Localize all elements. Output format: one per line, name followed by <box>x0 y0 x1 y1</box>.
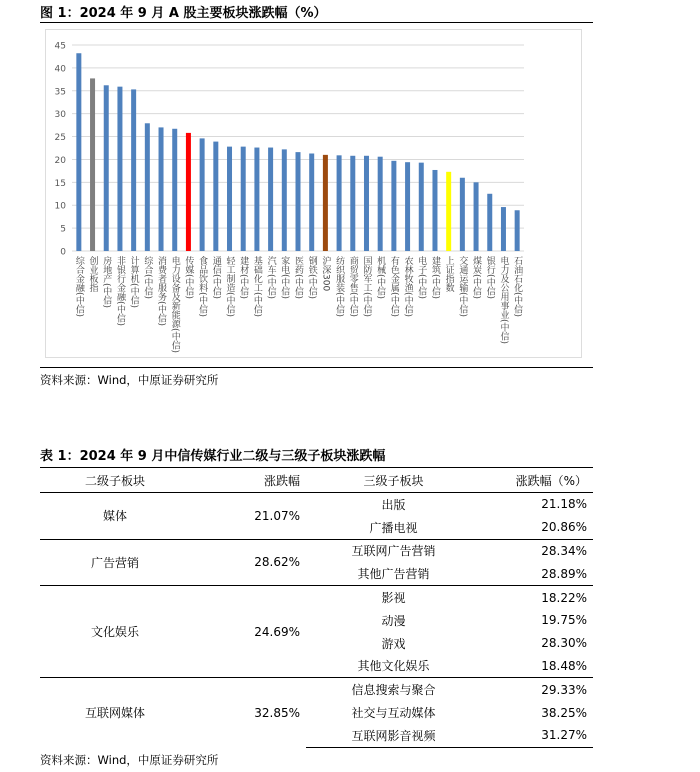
bar <box>159 127 164 251</box>
table-row <box>40 493 593 516</box>
bar <box>213 142 218 251</box>
x-tick-label: 非银行金融(中信) <box>114 256 125 327</box>
bar <box>323 155 328 251</box>
level3-change: 31.27% <box>481 724 593 747</box>
x-tick-label: 综合(中信) <box>142 256 153 300</box>
x-tick-label: 有色金属(中信) <box>388 256 399 318</box>
x-tick-label: 综合金融(中信) <box>73 256 84 318</box>
x-tick-label: 煤炭(中信) <box>471 256 482 300</box>
level3-change: 29.33% <box>481 678 593 701</box>
level2-name: 媒体 <box>102 509 127 524</box>
figure-title: 图 1：2024 年 9 月 A 股主要板块涨跌幅（%） <box>40 6 327 21</box>
level3-change: 18.48% <box>541 658 587 673</box>
bar <box>200 138 205 251</box>
bar <box>487 194 492 251</box>
level2-name: 文化娱乐 <box>40 586 190 678</box>
x-tick-label: 计算机(中信) <box>128 256 139 309</box>
bar <box>254 148 259 251</box>
table-row <box>40 539 593 562</box>
bar <box>446 172 451 251</box>
level3-name: 互联网广告营销 <box>306 539 481 562</box>
level3-change: 20.86% <box>541 520 587 535</box>
level3-name: 社交与互动媒体 <box>351 706 436 721</box>
bar <box>474 182 479 251</box>
x-tick-label: 电子(中信) <box>416 256 427 300</box>
x-tick-label: 建筑(中信) <box>429 256 440 300</box>
bar <box>145 123 150 251</box>
level3-name: 其他广告营销 <box>357 567 430 582</box>
x-tick-label: 银行(中信) <box>484 256 495 300</box>
level3-change: 21.18% <box>541 497 587 512</box>
x-tick-label: 石油石化(中信) <box>512 256 523 318</box>
bar <box>391 161 396 251</box>
x-tick-label: 轻工制造(中信) <box>224 256 235 318</box>
y-tick-label: 30 <box>54 110 66 121</box>
bar <box>186 133 191 251</box>
y-tick-label: 0 <box>60 247 66 258</box>
bar <box>241 147 246 251</box>
level3-change: 28.89% <box>541 566 587 581</box>
level3-name: 游戏 <box>381 636 406 651</box>
level3-change: 18.22% <box>481 586 593 609</box>
x-tick-label: 创业板指 <box>87 256 98 292</box>
bar <box>501 207 506 251</box>
bar <box>104 85 109 251</box>
x-tick-label: 消费者服务(中信) <box>156 256 167 327</box>
bar <box>515 210 520 251</box>
x-tick-label: 国防军工(中信) <box>361 256 372 318</box>
x-tick-label: 汽车(中信) <box>265 256 276 300</box>
level3-name: 广播电视 <box>369 520 418 535</box>
x-tick-label: 上证指数 <box>443 256 454 292</box>
x-tick-label: 通信(中信) <box>210 256 221 300</box>
bar <box>350 156 355 251</box>
x-tick-label: 电力及公用事业(中信) <box>498 256 509 345</box>
bar <box>309 153 314 251</box>
bar <box>172 129 177 251</box>
bar <box>90 78 95 251</box>
bar <box>432 170 437 251</box>
level3-name: 影视 <box>306 586 481 609</box>
x-tick-label: 传媒(中信) <box>183 256 194 300</box>
y-tick-label: 35 <box>54 87 66 98</box>
level3-name: 动漫 <box>381 613 406 628</box>
level3-change: 28.34% <box>481 539 593 562</box>
level3-change: 38.25% <box>541 705 587 720</box>
y-tick-label: 20 <box>54 155 66 166</box>
level3-change: 19.75% <box>541 613 587 628</box>
level2-change: 28.62% <box>190 539 306 586</box>
x-tick-label: 家电(中信) <box>279 256 290 300</box>
y-tick-label: 45 <box>54 41 66 52</box>
x-tick-label: 商贸零售(中信) <box>347 256 358 318</box>
y-tick-label: 25 <box>54 133 66 144</box>
level3-name: 互联网影音视频 <box>306 724 481 747</box>
level2-name: 互联网媒体 <box>40 678 190 747</box>
x-tick-label: 食品饮料(中信) <box>197 256 208 318</box>
x-tick-label: 机械(中信) <box>375 256 386 300</box>
x-tick-label: 医药(中信) <box>293 256 303 300</box>
table-row <box>40 586 593 609</box>
x-tick-label: 电力设备及新能源(中信) <box>169 256 180 354</box>
y-tick-label: 10 <box>54 201 66 212</box>
level2-change: 21.07% <box>254 508 300 523</box>
bar-chart <box>45 29 582 358</box>
x-tick-label: 纺织服装(中信) <box>334 256 345 318</box>
bar <box>378 157 383 251</box>
y-tick-label: 40 <box>54 64 66 75</box>
bar <box>419 163 424 251</box>
x-tick-label: 农林牧渔(中信) <box>402 256 413 318</box>
divider <box>40 22 593 23</box>
bar <box>337 155 342 251</box>
header-level3-change: 涨跌幅（%） <box>481 468 593 493</box>
bar <box>296 152 301 251</box>
x-tick-label: 钢铁(中信) <box>306 256 317 300</box>
bar <box>268 148 273 251</box>
table-source: 资料来源：Wind，中原证券研究所 <box>40 753 219 767</box>
level3-change: 28.30% <box>541 636 587 651</box>
level2-change: 24.69% <box>190 586 306 678</box>
level3-name: 信息搜索与聚合 <box>306 678 481 701</box>
header-level2-change: 涨跌幅 <box>190 468 306 493</box>
x-tick-label: 交通运输(中信) <box>457 256 468 318</box>
sector-table <box>40 467 593 748</box>
figure-source: 资料来源：Wind，中原证券研究所 <box>40 373 219 387</box>
bar <box>460 178 465 251</box>
level2-name: 广告营销 <box>40 539 190 586</box>
bar <box>364 156 369 251</box>
y-tick-label: 5 <box>60 224 66 235</box>
x-tick-label: 房地产(中信) <box>101 256 112 309</box>
bar <box>117 87 122 251</box>
header-level2: 二级子板块 <box>40 468 190 493</box>
x-tick-label: 沪深300 <box>320 256 331 292</box>
bar <box>76 53 81 251</box>
y-tick-label: 15 <box>54 178 66 189</box>
table-title: 表 1：2024 年 9 月中信传媒行业二级与三级子板块涨跌幅 <box>40 449 386 464</box>
x-tick-label: 基础化工(中信) <box>251 256 262 318</box>
bar <box>405 162 410 251</box>
bar <box>227 147 232 251</box>
level2-change: 32.85% <box>190 678 306 747</box>
chart-svg <box>46 30 581 357</box>
bar <box>131 89 136 251</box>
x-tick-label: 建材(中信) <box>238 256 249 300</box>
bar <box>282 149 287 251</box>
level3-name: 其他文化娱乐 <box>357 659 430 674</box>
divider <box>40 367 593 368</box>
table-row <box>40 678 593 701</box>
header-level3: 三级子板块 <box>306 468 481 493</box>
level3-name: 出版 <box>381 497 406 512</box>
